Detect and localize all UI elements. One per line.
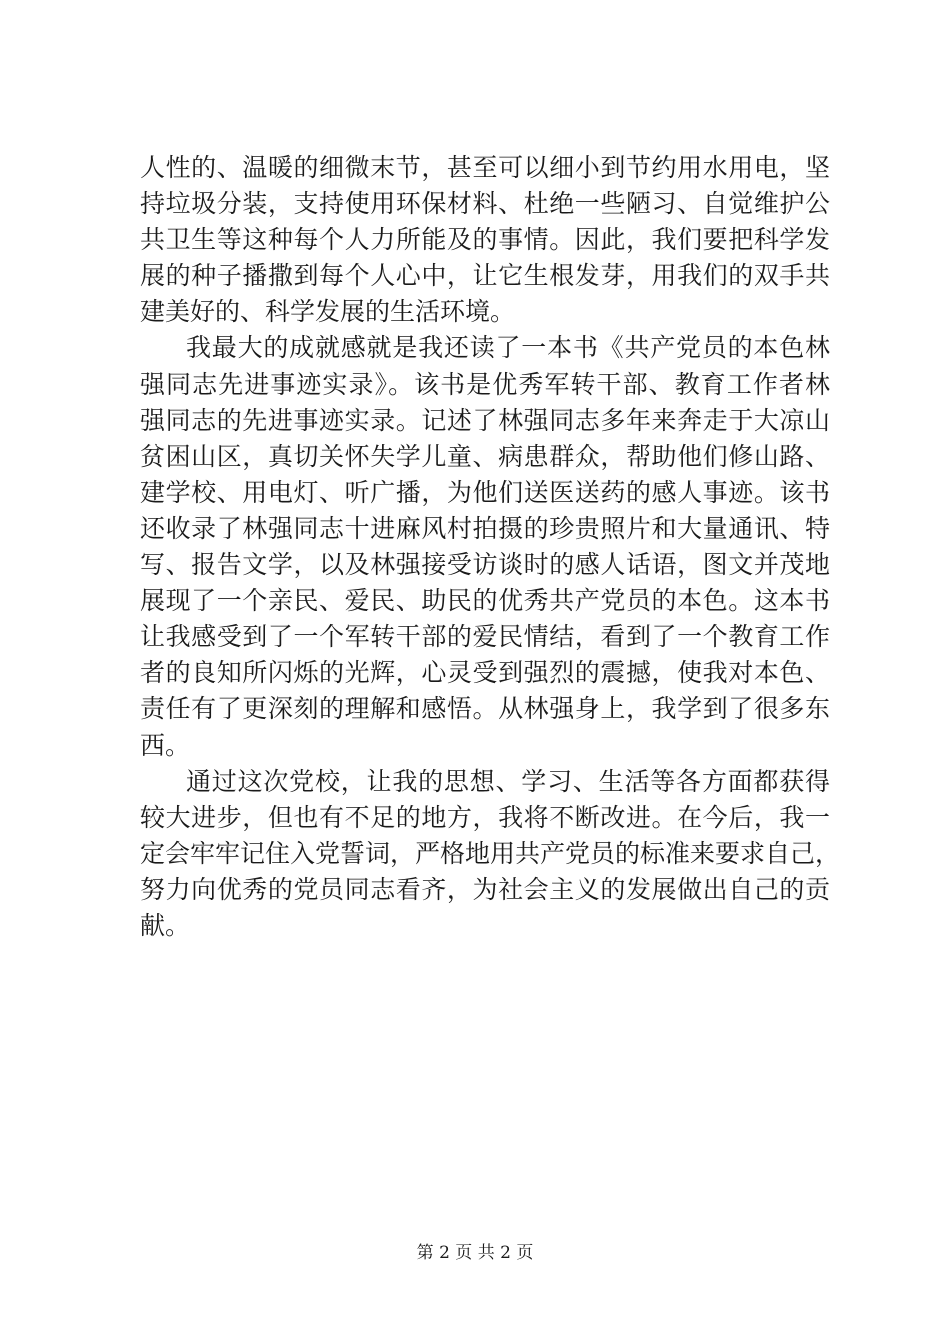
paragraph-line: 让我感受到了一个军转干部的爱民情结，看到了一个教育工作 xyxy=(140,622,830,652)
paragraph-line: 持垃圾分装，支持使用环保材料、杜绝一些陋习、自觉维护公 xyxy=(140,189,830,219)
document-body xyxy=(140,150,841,944)
paragraph-line: 还收录了林强同志十进麻风村拍摄的珍贵照片和大量通讯、特 xyxy=(140,513,830,543)
paragraph-line: 较大进步，但也有不足的地方，我将不断改进。在今后，我一 xyxy=(140,802,830,832)
paragraph-line: 写、报告文学，以及林强接受访谈时的感人话语，图文并茂地 xyxy=(140,550,830,580)
paragraph-line: 献。 xyxy=(140,910,191,940)
paragraph-line: 者的良知所闪烁的光辉，心灵受到强烈的震撼，使我对本色、 xyxy=(140,658,830,688)
paragraph-line: 努力向优秀的党员同志看齐，为社会主义的发展做出自己的贡 xyxy=(140,874,830,904)
paragraph-line: 定会牢牢记住入党誓词，严格地用共产党员的标准来要求自己， xyxy=(140,838,841,868)
paragraph-2 xyxy=(140,330,830,763)
paragraph-line: 展现了一个亲民、爱民、助民的优秀共产党员的本色。这本书 xyxy=(140,586,830,616)
paragraph-1 xyxy=(140,150,830,330)
page-number-label: 第 2 页 共 2 页 xyxy=(416,1243,534,1263)
paragraph-line: 责任有了更深刻的理解和感悟。从林强身上，我学到了很多东 xyxy=(140,694,830,724)
paragraph-line: 强同志的先进事迹实录。记述了林强同志多年来奔走于大凉山 xyxy=(140,405,830,435)
paragraph-line: 西。 xyxy=(140,730,191,760)
paragraph-line: 展的种子播撒到每个人心中，让它生根发芽，用我们的双手共 xyxy=(140,261,830,291)
paragraph-line: 通过这次党校，让我的思想、学习、生活等各方面都获得 xyxy=(186,766,830,796)
paragraph-line: 强同志先进事迹实录》。该书是优秀军转干部、教育工作者林 xyxy=(140,369,830,399)
paragraph-line: 人性的、温暖的细微末节，甚至可以细小到节约用水用电，坚 xyxy=(140,153,830,182)
paragraph-line: 贫困山区，真切关怀失学儿童、病患群众，帮助他们修山路、 xyxy=(140,441,830,471)
paragraph-line: 建美好的、科学发展的生活环境。 xyxy=(140,297,516,327)
paragraph-3 xyxy=(140,764,841,944)
page-footer xyxy=(0,1241,950,1265)
paragraph-line: 共卫生等这种每个人力所能及的事情。因此，我们要把科学发 xyxy=(140,225,830,255)
paragraph-line: 建学校、用电灯、听广播，为他们送医送药的感人事迹。该书 xyxy=(140,477,830,507)
paragraph-line: 我最大的成就感就是我还读了一本书《共产党员的本色林 xyxy=(186,333,830,363)
